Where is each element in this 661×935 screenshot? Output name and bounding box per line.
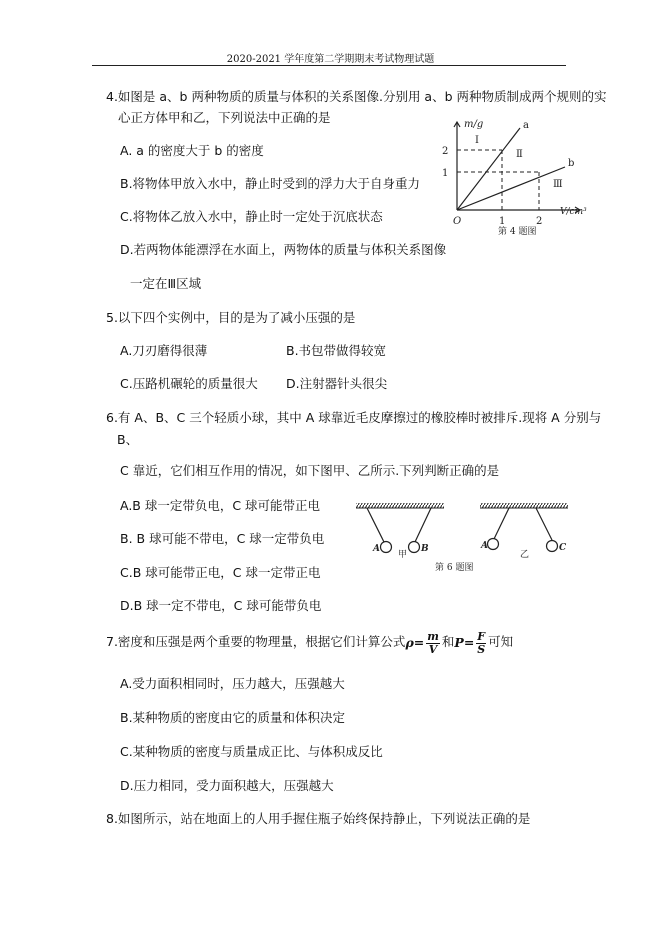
area-symbol: S [477, 642, 486, 656]
figure-jia-label: 甲 [398, 550, 408, 560]
q6-stem-line3: C 靠近，它们相互作用的情况，如下图甲、乙所示.下列判断正确的是 [120, 463, 500, 478]
q4-mass-volume-graph [420, 110, 590, 240]
q7-option-c: C.某种物质的密度与质量成正比、与体积成反比 [120, 744, 383, 759]
mass-symbol: m [427, 629, 439, 643]
q6-option-b: B. B 球可能不带电，C 球一定带负电 [120, 531, 325, 546]
force-symbol: F [477, 629, 486, 643]
q5-stem: 5.以下四个实例中，目的是为了减小压强的是 [106, 310, 356, 325]
q6-stem-line2: B、 [117, 432, 139, 447]
origin-label: O [453, 216, 462, 227]
figure-yi-label: 乙 [520, 550, 530, 560]
line-b-label: b [568, 158, 575, 169]
ball-c-label: C [559, 543, 567, 553]
q4-stem-line1: 4.如图是 a、b 两种物质的质量与体积的关系图像.分别用 a、b 两种物质制成两个规则的实 [106, 89, 607, 104]
q7-option-b: B.某种物质的密度由它的质量和体积决定 [120, 710, 346, 725]
q6-option-a: A.B 球一定带负电，C 球可能带正电 [120, 498, 321, 513]
q7-stem-pre: 7.密度和压强是两个重要的物理量，根据它们计算公式 [106, 634, 406, 649]
ball-b-label: B [421, 544, 429, 554]
q4-option-b: B.将物体甲放入水中，静止时受到的浮力大于自身重力 [120, 176, 421, 191]
q5-option-b: B.书包带做得较宽 [286, 343, 387, 358]
header-rule [92, 65, 566, 66]
q4-option-d: D.若两物体能漂浮在水面上，两物体的质量与体积关系图像 [120, 242, 447, 257]
q6-figure-caption: 第 6 题图 [435, 563, 474, 573]
q7-option-a: A.受力面积相同时，压力越大，压强越大 [120, 676, 345, 691]
q8-stem: 8.如图所示，站在地面上的人用手握住瓶子始终保持静止，下列说法正确的是 [106, 811, 531, 826]
xtick-2: 2 [536, 216, 543, 227]
q7-stem [106, 628, 513, 657]
q6-option-d: D.B 球一定不带电，C 球可能带负电 [120, 598, 322, 613]
region-3-label: Ⅲ [553, 179, 563, 190]
pressure-formula: P= $\frac{F}{S}$ [454, 629, 486, 656]
q4-stem-line2: 心正方体甲和乙，下列说法中正确的是 [118, 110, 331, 125]
q4-option-d-cont: 一定在Ⅲ区域 [130, 276, 202, 291]
q7-stem-post: 可知 [488, 634, 514, 649]
q6-option-c: C.B 球可能带正电，C 球一定带正电 [120, 565, 321, 580]
region-1-label: Ⅰ [475, 135, 479, 146]
q4-option-a: A. a 的密度大于 b 的密度 [120, 143, 264, 158]
volume-symbol: V [428, 642, 438, 656]
pressure-symbol: P [454, 634, 464, 650]
page-header: 2020-2021 学年度第二学期期末考试物理试题 [226, 54, 435, 65]
q7-stem-mid: 和 [441, 634, 455, 649]
q7-option-d: D.压力相同，受力面积越大，压强越大 [120, 778, 334, 793]
q6-hanging-balls-figure [340, 490, 590, 580]
graph-ylabel: m/g [464, 119, 484, 130]
ball-a-label-1: A [373, 544, 380, 554]
line-a-label: a [523, 120, 529, 131]
q4-figure-caption: 第 4 题图 [498, 227, 537, 237]
ytick-2: 2 [442, 146, 449, 157]
q5-option-a: A.刀刃磨得很薄 [120, 343, 208, 358]
q6-stem-line1: 6.有 A、B、C 三个轻质小球，其中 A 球靠近毛皮摩擦过的橡胶棒时被排斥.现将 A 分别与 [106, 410, 602, 425]
q4-option-c: C.将物体乙放入水中，静止时一定处于沉底状态 [120, 209, 383, 224]
ytick-1: 1 [442, 168, 449, 179]
q5-option-d: D.注射器针头很尖 [286, 376, 388, 391]
q5-option-c: C.压路机碾轮的质量很大 [120, 376, 258, 391]
density-formula: ρ= $\frac{m}{V}$ [405, 629, 439, 656]
ball-a-label-2: A [481, 541, 488, 551]
density-symbol: ρ [405, 634, 414, 650]
graph-xlabel: V/cm³ [560, 207, 587, 217]
xtick-1: 1 [499, 216, 506, 227]
region-2-label: Ⅱ [516, 149, 523, 160]
